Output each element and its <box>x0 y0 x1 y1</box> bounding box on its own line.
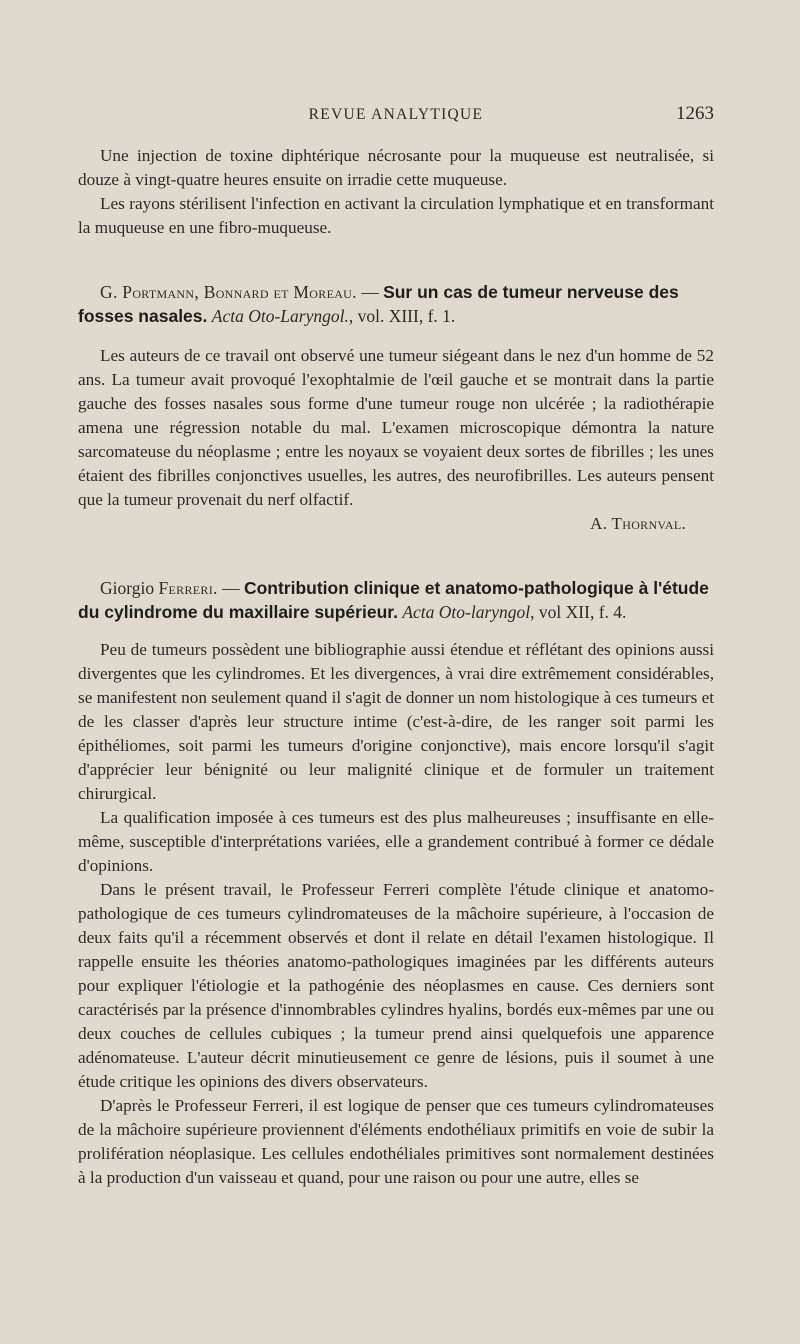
article-2-reference: , vol XII, f. 4. <box>530 602 627 622</box>
article-2-paragraph-2: La qualification imposée à ces tumeurs est des plus malheureuses ; insuffisante en elle-même, susceptible d'interprétations variées, elle a grandement contribué à former ce dédale d'opinions. <box>78 808 714 875</box>
article-1-title: Sur un cas de tumeur nerveuse des fosses nasales. <box>78 282 679 326</box>
article-2-journal: Acta Oto-laryngol <box>402 602 531 622</box>
article-1-heading <box>78 280 714 328</box>
page-body <box>78 144 714 1190</box>
article-2-paragraph-1: Peu de tumeurs possèdent une bibliographie aussi étendue et réflétant des opinions aussi divergentes que les cylindromes. Et les divergences, à vrai dire extrêmement considérables, se manifestent non seulement quand il s'agit de donner un nom histologique à ces tumeurs et de les classer d'après leur structure intime (c'est-à-dire, de les ranger soit parmi les épithéliomes, soit parmi les tumeurs d'origine conjonctive), mais encore lorsqu'il s'agit d'apprécier leur bénignité ou leur malignité clinique et de formuler un traitement chirurgical. <box>78 640 714 803</box>
article-2-heading <box>78 576 714 624</box>
article-2-title: Contribution clinique et anatomo-pathologique à l'étude du cylindrome du maxillaire supérieur. <box>78 578 709 622</box>
intro-paragraph-2: Les rayons stérilisent l'infection en activant la circulation lymphatique et en transformant la muqueuse en une fibro-muqueuse. <box>78 194 714 237</box>
article-1-journal: Acta Oto-Laryngol. <box>211 306 349 326</box>
intro-paragraph-1: Une injection de toxine diphtérique nécrosante pour la muqueuse est neutralisée, si douze à vingt-quatre heures ensuite on irradie cette muqueuse. <box>78 146 714 189</box>
page-number: 1263 <box>676 103 714 124</box>
article-1-dash: — <box>356 282 384 302</box>
article-2-paragraph-3: Dans le présent travail, le Professeur Ferreri complète l'étude clinique et anatomo-pathologique de ces tumeurs cylindromateuses de la mâchoire supérieure, à l'occasion de deux faits qu'il a récemment observés et dont il relate en détail l'examen histologique. Il rappelle ensuite les théories anatomo-pathologiques imaginées par les différents auteurs pour expliquer l'étiologie et la pathogénie des néoplasmes en cause. Ces derniers sont caractérisés par la présence d'innombrables cylindres hyalins, bordés eux-mêmes par une ou deux couches de cellules cubiques ; la tumeur prend ainsi quelquefois une apparence adénomateuse. L'auteur décrit minutieusement ce genre de lésions, puis il soumet à une étude critique les opinions des divers observateurs. <box>78 880 714 1091</box>
article-1-signature: A. Thornval. <box>590 514 686 533</box>
running-title: REVUE ANALYTIQUE <box>308 106 484 123</box>
article-2-author-first: Giorgio <box>100 578 155 598</box>
article-1-paragraph: Les auteurs de ce travail ont observé une tumeur siégeant dans le nez d'un homme de 52 ans. La tumeur avait provoqué l'exophtalmie de l'œil gauche et se montrait dans la partie gauche des fosses nasales sous forme d'une tumeur rouge non ulcérée ; la radiothérapie amena une régression notable du mal. L'examen microscopique démontra la nature sarcomateuse du néoplasme ; entre les noyaux se voyaient deux sortes de fibrilles ; les unes étaient des fibrilles conjonctives usuelles, les autres, des neurofibrilles. Les auteurs pensent que la tumeur provenait du nerf olfactif. <box>78 346 714 509</box>
article-2-dash: — <box>217 578 244 598</box>
article-2-paragraph-4: D'après le Professeur Ferreri, il est logique de penser que ces tumeurs cylindromateuses de la mâchoire supérieure proviennent d'éléments endothéliaux primitifs en voie de subir la prolifération néoplasique. Les cellules endothéliales primitives sont normalement destinées à la production d'un vaisseau et quand, pour une raison ou pour une autre, elles se <box>78 1096 714 1187</box>
article-1-reference: , vol. XIII, f. 1. <box>348 306 456 326</box>
article-1-authors: G. Portmann, Bonnard et Moreau. <box>100 282 357 302</box>
article-2-author-last: Ferreri. <box>158 578 218 598</box>
page-header <box>78 100 714 130</box>
